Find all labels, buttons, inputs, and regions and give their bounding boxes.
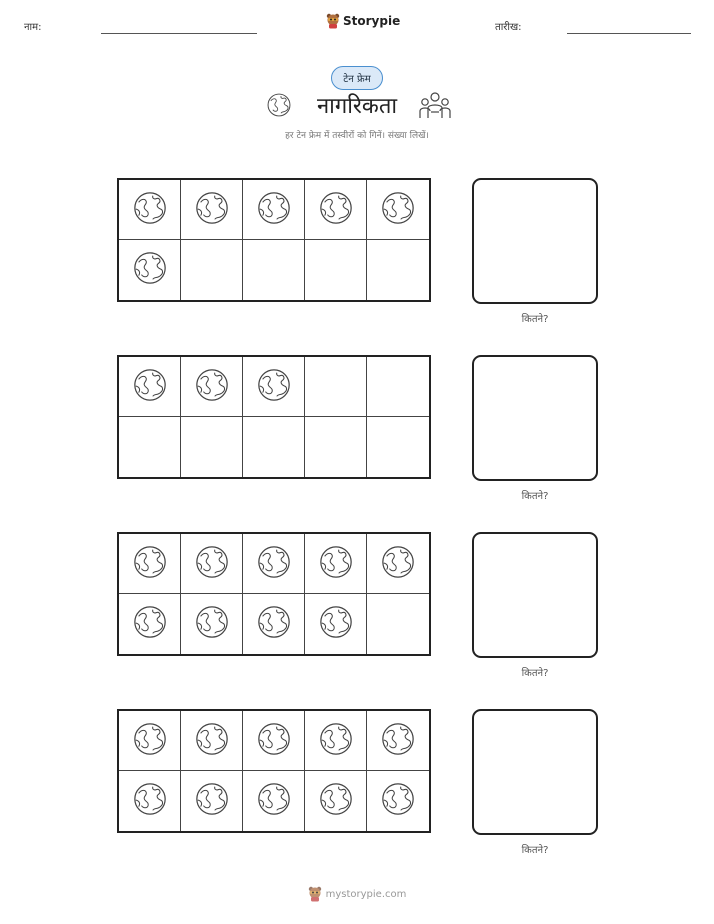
answer-box-4[interactable] <box>472 709 598 835</box>
how-many-label-4: कितने? <box>521 845 549 856</box>
frame-cell <box>367 534 429 594</box>
frame-cell <box>181 357 243 417</box>
answer-box-2[interactable] <box>472 355 598 481</box>
globe-icon <box>132 781 168 821</box>
frame-cell <box>181 594 243 654</box>
date-label: तारीख: <box>495 22 522 33</box>
frame-cell <box>305 417 367 477</box>
footer-url[interactable]: mystorypie.com <box>325 888 407 900</box>
globe-icon <box>256 721 292 761</box>
globe-icon <box>318 721 354 761</box>
frame-cell <box>181 180 243 240</box>
globe-icon <box>194 367 230 407</box>
globe-icon <box>132 250 168 290</box>
ten-frame-2 <box>117 355 431 479</box>
globe-icon <box>256 190 292 230</box>
frame-cell <box>305 357 367 417</box>
answer-box-3[interactable] <box>472 532 598 658</box>
frame-cell <box>119 180 181 240</box>
date-line[interactable] <box>567 33 691 34</box>
frame-cell <box>243 711 305 771</box>
page-title: नागरिकता <box>316 94 398 119</box>
frame-cell <box>305 594 367 654</box>
frame-cell <box>305 240 367 300</box>
frame-cell <box>305 771 367 831</box>
people-group-icon <box>419 90 451 120</box>
globe-icon <box>380 190 416 230</box>
how-many-label-3: कितने? <box>521 668 549 679</box>
frame-cell <box>119 417 181 477</box>
globe-icon <box>318 544 354 584</box>
globe-icon <box>256 604 292 644</box>
globe-icon <box>318 781 354 821</box>
globe-icon <box>194 721 230 761</box>
globe-icon <box>380 721 416 761</box>
name-line[interactable] <box>101 33 257 34</box>
globe-icon <box>194 544 230 584</box>
how-many-label-2: कितने? <box>521 491 549 502</box>
frame-cell <box>243 180 305 240</box>
frame-cell <box>367 180 429 240</box>
frame-cell <box>305 180 367 240</box>
frame-cell <box>305 534 367 594</box>
globe-icon <box>194 604 230 644</box>
ten-frame-4 <box>117 709 431 833</box>
frame-cell <box>367 771 429 831</box>
frame-cell <box>367 417 429 477</box>
frame-cell <box>119 240 181 300</box>
globe-icon <box>132 544 168 584</box>
frame-cell <box>243 594 305 654</box>
frame-cell <box>181 711 243 771</box>
ten-frame-1 <box>117 178 431 302</box>
globe-icon <box>256 781 292 821</box>
frame-cell <box>367 711 429 771</box>
globe-icon <box>256 367 292 407</box>
mascot-icon <box>308 886 322 902</box>
globe-icon <box>132 604 168 644</box>
frame-cell <box>243 771 305 831</box>
frame-cell <box>119 594 181 654</box>
globe-icon <box>132 190 168 230</box>
globe-icon <box>194 781 230 821</box>
globe-icon <box>256 544 292 584</box>
frame-cell <box>119 711 181 771</box>
globe-icon <box>318 190 354 230</box>
frame-cell <box>119 771 181 831</box>
name-label: नाम: <box>24 22 42 33</box>
frame-cell <box>243 417 305 477</box>
globe-icon <box>194 190 230 230</box>
frame-cell <box>243 534 305 594</box>
ten-frame-3 <box>117 532 431 656</box>
frame-cell <box>181 534 243 594</box>
globe-icon <box>318 604 354 644</box>
globe-icon <box>380 544 416 584</box>
frame-cell <box>243 357 305 417</box>
frame-cell <box>367 240 429 300</box>
globe-icon <box>132 367 168 407</box>
frame-cell <box>181 417 243 477</box>
frame-cell <box>119 534 181 594</box>
frame-cell <box>119 357 181 417</box>
frame-cell <box>181 240 243 300</box>
globe-icon <box>132 721 168 761</box>
frame-cell <box>305 711 367 771</box>
answer-box-1[interactable] <box>472 178 598 304</box>
globe-icon <box>380 781 416 821</box>
instructions: हर टेन फ्रेम में तस्वीरों को गिनें। संख्या लिखें। <box>285 131 429 141</box>
brand-logo <box>326 13 400 29</box>
how-many-label-1: कितने? <box>521 314 549 325</box>
footer <box>0 886 714 902</box>
frame-cell <box>181 771 243 831</box>
frame-cell <box>367 594 429 654</box>
mascot-icon <box>326 13 340 29</box>
worksheet-type-badge: टेन फ्रेम <box>331 66 383 90</box>
frame-cell <box>243 240 305 300</box>
frame-cell <box>367 357 429 417</box>
brand-name: Storypie <box>343 14 401 28</box>
